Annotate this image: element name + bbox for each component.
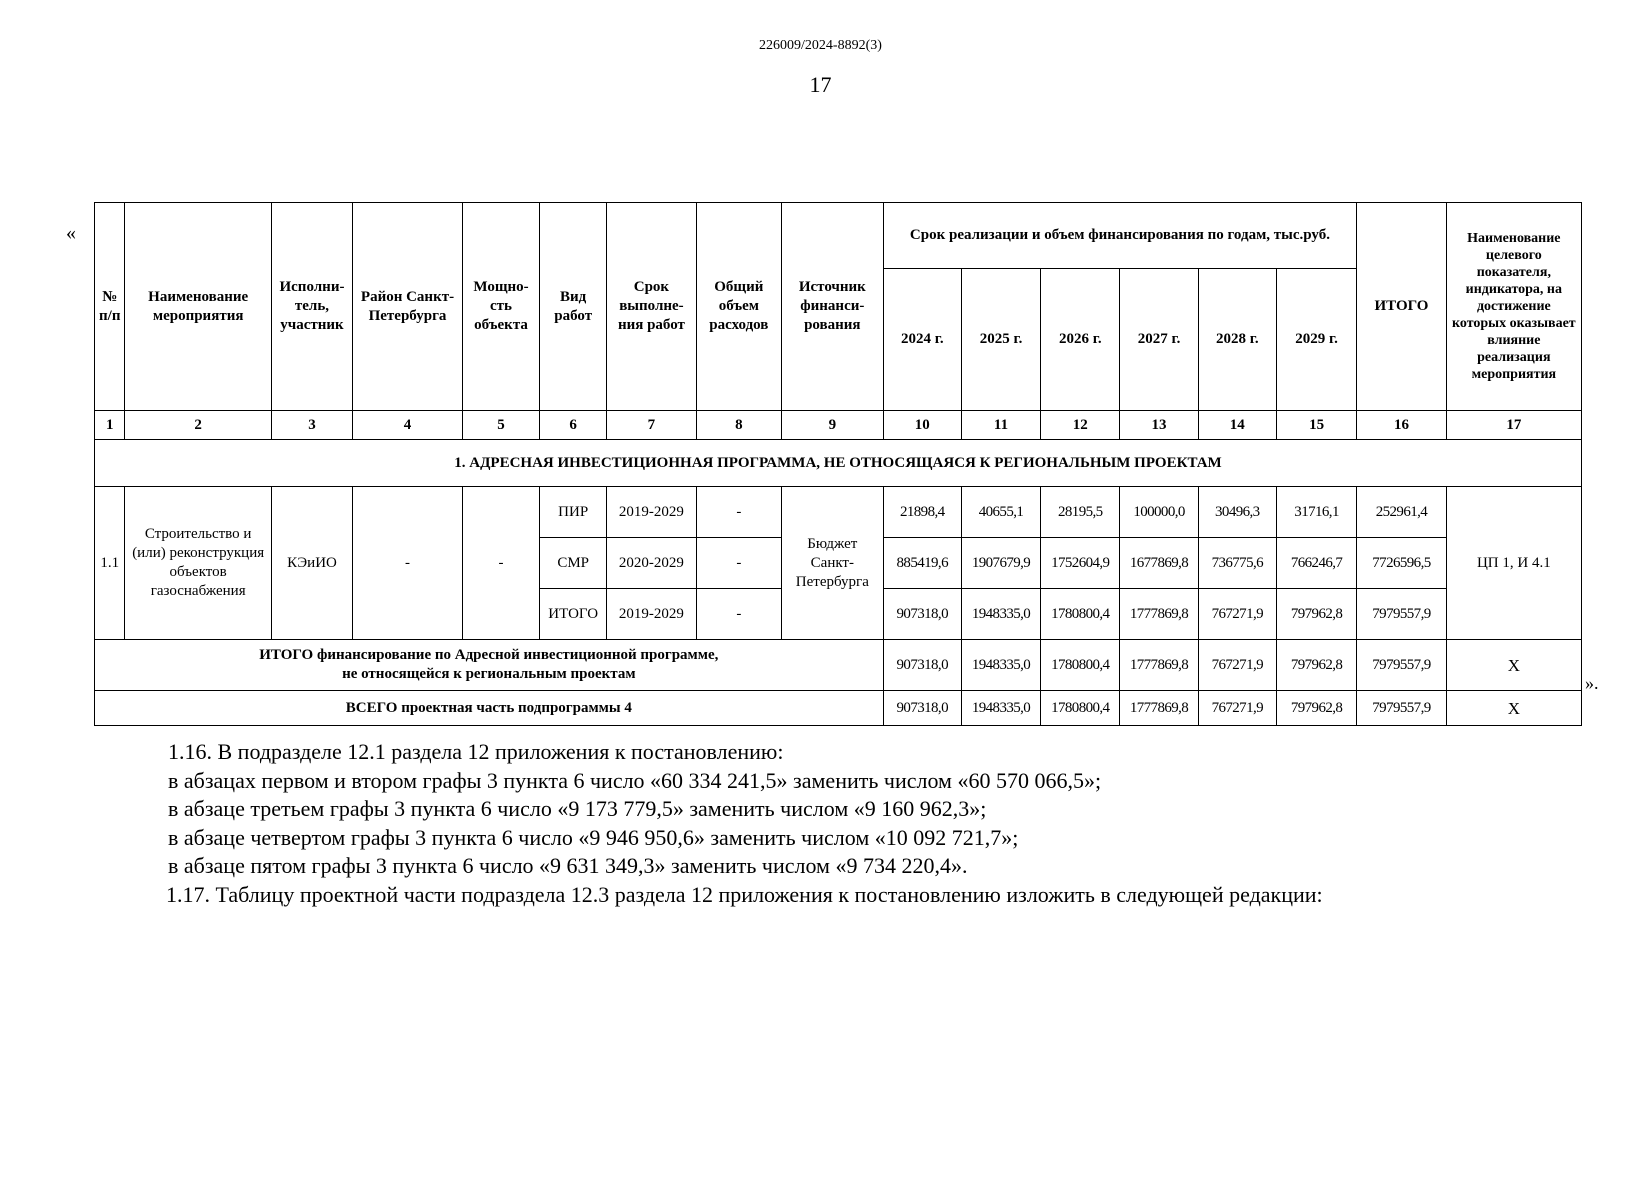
header-year-2027: 2027 г.: [1120, 269, 1198, 411]
vsego-2029: 797962,8: [1276, 691, 1356, 726]
value-2028: 767271,9: [1198, 589, 1276, 640]
header-indicator: Наименование целевого показателя, индикатора, на достижение которых оказывает влияние реализация мероприятия: [1446, 203, 1581, 411]
header-year-2028: 2028 г.: [1198, 269, 1276, 411]
header-total-cost: Общий объем расходов: [696, 203, 781, 411]
value-itogo: 7726596,5: [1357, 538, 1446, 589]
column-number: 15: [1276, 411, 1356, 440]
column-number: 3: [271, 411, 352, 440]
total-2028: 767271,9: [1198, 640, 1276, 691]
header-year-2024: 2024 г.: [883, 269, 961, 411]
work-type: СМР: [540, 538, 607, 589]
work-type: ПИР: [540, 487, 607, 538]
total-label-line2: не относящейся к региональным проектам: [342, 666, 636, 682]
value-2024: 907318,0: [883, 589, 961, 640]
total-2026: 1780800,4: [1041, 640, 1120, 691]
value-2025: 1948335,0: [961, 589, 1040, 640]
header-period: Срок выполне-ния работ: [607, 203, 696, 411]
header-year-2029: 2029 г.: [1276, 269, 1356, 411]
value-2024: 21898,4: [883, 487, 961, 538]
section-title: 1. АДРЕСНАЯ ИНВЕСТИЦИОННАЯ ПРОГРАММА, НЕ ОТНОСЯЩАЯСЯ К РЕГИОНАЛЬНЫМ ПРОЕКТАМ: [95, 440, 1582, 487]
total-row: [95, 640, 1582, 691]
vsego-2025: 1948335,0: [961, 691, 1040, 726]
work-type: ИТОГО: [540, 589, 607, 640]
paragraph: в абзаце пятом графы 3 пункта 6 число «9 631 349,3» заменить числом «9 734 220,4».: [168, 853, 968, 878]
total-2027: 1777869,8: [1120, 640, 1198, 691]
paragraph: 1.16. В подразделе 12.1 раздела 12 приложения к постановлению:: [168, 739, 784, 764]
column-number: 6: [540, 411, 607, 440]
program-table: [94, 202, 1582, 726]
column-number: 11: [961, 411, 1040, 440]
column-number: 17: [1446, 411, 1581, 440]
paragraph: 1.17. Таблицу проектной части подраздела 12.3 раздела 12 приложения к постановлению изложить в следующей редакции:: [166, 881, 1323, 907]
value-2027: 1777869,8: [1120, 589, 1198, 640]
value-itogo: 252961,4: [1357, 487, 1446, 538]
value-2025: 40655,1: [961, 487, 1040, 538]
table-row: [95, 487, 1582, 538]
total-2029: 797962,8: [1276, 640, 1356, 691]
vsego-2027: 1777869,8: [1120, 691, 1198, 726]
item-executor: КЭиИО: [271, 487, 352, 640]
value-2029: 766246,7: [1276, 538, 1356, 589]
header-work-type: Вид работ: [540, 203, 607, 411]
vsego-2028: 767271,9: [1198, 691, 1276, 726]
value-2027: 100000,0: [1120, 487, 1198, 538]
item-number: 1.1: [95, 487, 125, 640]
value-2024: 885419,6: [883, 538, 961, 589]
value-2029: 797962,8: [1276, 589, 1356, 640]
paragraph: в абзацах первом и втором графы 3 пункта 6 число «60 334 241,5» заменить числом «60 570 066,5»;: [168, 767, 1102, 793]
header-year-2026: 2026 г.: [1041, 269, 1120, 411]
vsego-2024: 907318,0: [883, 691, 961, 726]
document-number: 226009/2024-8892(3): [759, 38, 882, 53]
column-number: 13: [1120, 411, 1198, 440]
column-number: 9: [782, 411, 884, 440]
total-itogo: 7979557,9: [1357, 640, 1446, 691]
total-row-label: [95, 640, 884, 691]
header-years-group: Срок реализации и объем финансирования по годам, тыс.руб.: [883, 203, 1357, 269]
value-2029: 31716,1: [1276, 487, 1356, 538]
total-cost: -: [696, 589, 781, 640]
column-number: 1: [95, 411, 125, 440]
work-period: 2019-2029: [607, 487, 696, 538]
header-executor: Исполни-тель, участник: [271, 203, 352, 411]
opening-quote: «: [66, 222, 76, 244]
column-number: 7: [607, 411, 696, 440]
column-number: 5: [462, 411, 539, 440]
column-number: 8: [696, 411, 781, 440]
total-cost: -: [696, 538, 781, 589]
page-number: 17: [809, 72, 832, 97]
total-cost: -: [696, 487, 781, 538]
header-capacity: Мощно-сть объекта: [462, 203, 539, 411]
paragraph: в абзаце третьем графы 3 пункта 6 число «9 173 779,5» заменить числом «9 160 962,3»;: [168, 796, 987, 821]
vsego-indicator: X: [1446, 691, 1581, 726]
header-source: Источник финанси-рования: [782, 203, 884, 411]
closing-quote: ».: [1585, 673, 1599, 693]
vsego-row: [95, 691, 1582, 726]
total-indicator: X: [1446, 640, 1581, 691]
amendment-text: [168, 738, 1568, 909]
column-number: 16: [1357, 411, 1446, 440]
value-2028: 30496,3: [1198, 487, 1276, 538]
header-number: № п/п: [95, 203, 125, 411]
column-number: 12: [1041, 411, 1120, 440]
vsego-row-label: ВСЕГО проектная часть подпрограммы 4: [95, 691, 884, 726]
item-name: Строительство и (или) реконструкция объектов газоснабжения: [125, 487, 271, 640]
work-period: 2020-2029: [607, 538, 696, 589]
item-capacity: -: [462, 487, 539, 640]
total-2024: 907318,0: [883, 640, 961, 691]
item-source: Бюджет Санкт-Петербурга: [782, 487, 884, 640]
header-itogo: ИТОГО: [1357, 203, 1446, 411]
vsego-itogo: 7979557,9: [1357, 691, 1446, 726]
header-name: Наименование мероприятия: [125, 203, 271, 411]
value-itogo: 7979557,9: [1357, 589, 1446, 640]
header-district: Район Санкт-Петербурга: [353, 203, 463, 411]
column-number: 14: [1198, 411, 1276, 440]
value-2028: 736775,6: [1198, 538, 1276, 589]
column-number: 2: [125, 411, 271, 440]
column-number: 4: [353, 411, 463, 440]
total-label-line1: ИТОГО финансирование по Адресной инвестиционной программе,: [259, 647, 719, 663]
item-indicator: ЦП 1, И 4.1: [1446, 487, 1581, 640]
header-year-2025: 2025 г.: [961, 269, 1040, 411]
work-period: 2019-2029: [607, 589, 696, 640]
vsego-2026: 1780800,4: [1041, 691, 1120, 726]
paragraph: в абзаце четвертом графы 3 пункта 6 число «9 946 950,6» заменить числом «10 092 721,7»;: [168, 824, 1019, 850]
column-number: 10: [883, 411, 961, 440]
value-2027: 1677869,8: [1120, 538, 1198, 589]
item-district: -: [353, 487, 463, 640]
value-2026: 1780800,4: [1041, 589, 1120, 640]
value-2025: 1907679,9: [961, 538, 1040, 589]
value-2026: 1752604,9: [1041, 538, 1120, 589]
column-number-row: [95, 411, 1582, 440]
total-2025: 1948335,0: [961, 640, 1040, 691]
value-2026: 28195,5: [1041, 487, 1120, 538]
